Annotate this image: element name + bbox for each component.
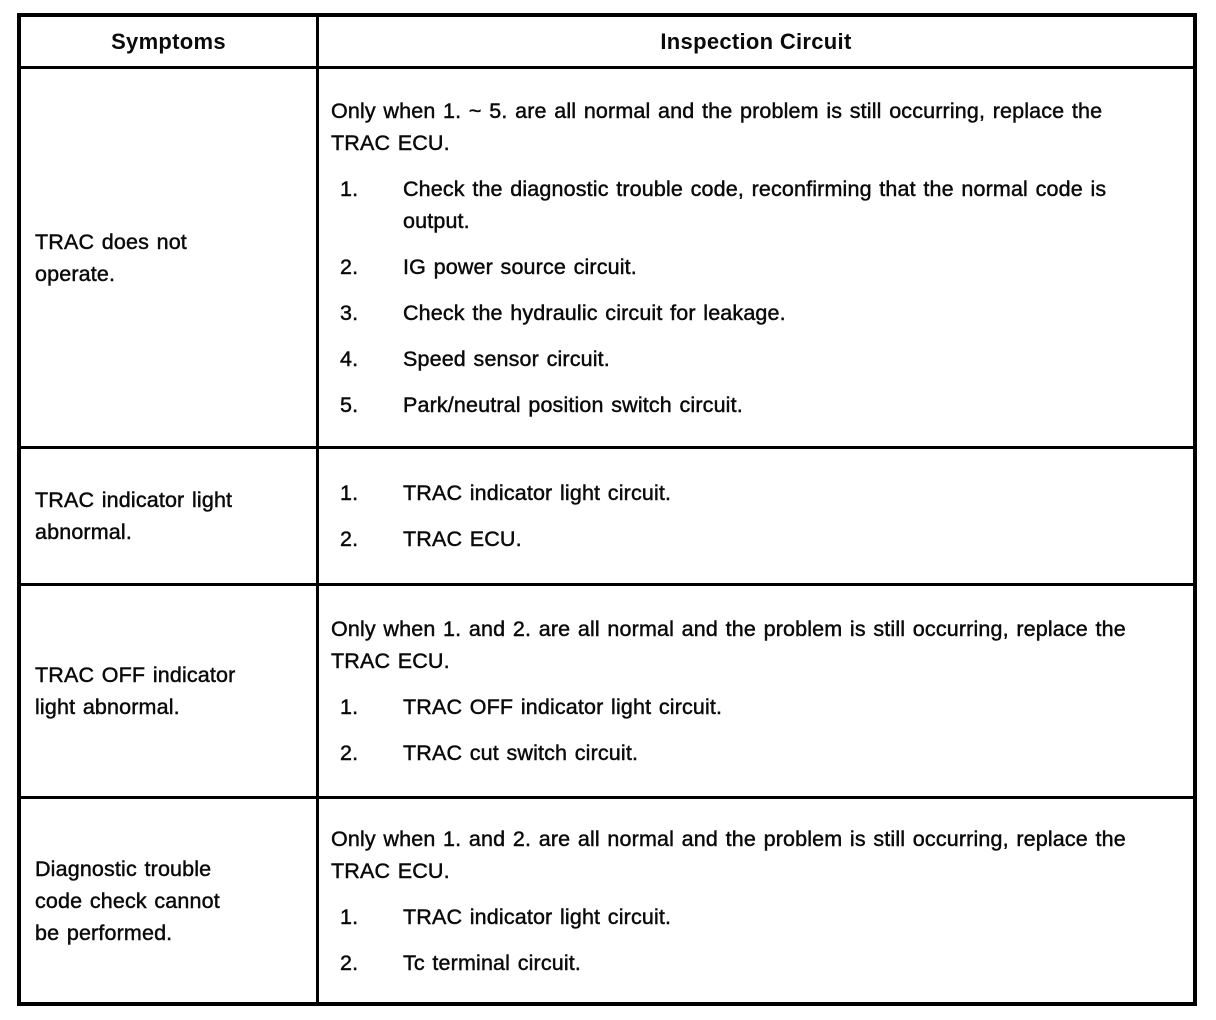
inspection-item [331, 947, 1152, 979]
inspection-cell [319, 586, 1193, 796]
symptom-line: TRAC does not [35, 229, 187, 254]
item-text: TRAC OFF indicator light circuit. [403, 695, 723, 719]
inspection-intro: Only when 1. and 2. are all normal and the problem is still occurring, replace the TRAC ECU. [331, 617, 1126, 673]
item-number: 3. [340, 300, 359, 325]
inspection-item [331, 173, 1152, 237]
symptom-line: code check cannot [35, 888, 220, 913]
inspection-intro: Only when 1. ~ 5. are all normal and the problem is still occurring, replace the TRAC ECU. [331, 98, 1103, 155]
table-header-row [21, 17, 1193, 69]
item-number: 2. [340, 950, 359, 975]
item-text: Park/neutral position switch circuit. [403, 392, 743, 417]
item-number: 2. [340, 741, 359, 765]
symptom-line: TRAC OFF indicator [35, 663, 236, 687]
item-text: TRAC indicator light circuit. [403, 481, 672, 505]
inspection-intro: Only when 1. and 2. are all normal and the problem is still occurring, replace the TRAC ECU. [331, 826, 1126, 883]
item-text: Speed sensor circuit. [403, 346, 610, 371]
symptom-line: light abnormal. [35, 695, 180, 719]
inspection-item [331, 523, 1152, 555]
item-number: 1. [340, 695, 359, 719]
item-number: 5. [340, 392, 359, 417]
item-text: Tc terminal circuit. [403, 950, 582, 975]
symptom-text [35, 484, 296, 548]
symptom-cell [21, 449, 319, 583]
symptom-line: TRAC indicator light [35, 488, 233, 512]
inspection-items [331, 159, 1152, 421]
table-row [21, 583, 1193, 796]
inspection-items [331, 477, 1152, 555]
column-header-symptoms: Symptoms [21, 17, 319, 66]
symptom-text [35, 853, 296, 949]
symptom-cell [21, 799, 319, 1002]
inspection-item [331, 901, 1152, 933]
item-text: TRAC cut switch circuit. [403, 741, 639, 765]
table-row [21, 69, 1193, 446]
column-header-inspection-circuit: Inspection Circuit [660, 28, 852, 54]
item-text: Check the hydraulic circuit for leakage. [403, 300, 786, 325]
item-number: 1. [340, 481, 359, 505]
inspection-item [331, 691, 1152, 723]
inspection-item [331, 737, 1152, 769]
table-row [21, 796, 1193, 1002]
item-text: TRAC ECU. [403, 527, 522, 551]
item-number: 4. [340, 346, 359, 371]
inspection-items [331, 887, 1152, 979]
item-text: IG power source circuit. [403, 254, 637, 279]
symptom-line: operate. [35, 261, 116, 286]
symptom-line: Diagnostic trouble [35, 856, 212, 881]
table-body [21, 69, 1193, 1002]
inspection-cell [319, 799, 1193, 1002]
table-row [21, 446, 1193, 583]
symptom-text [35, 659, 296, 723]
inspection-item [331, 343, 1152, 375]
item-number: 1. [340, 904, 359, 929]
inspection-items [331, 677, 1152, 769]
inspection-item [331, 297, 1152, 329]
symptom-line: abnormal. [35, 520, 132, 544]
item-text: Check the diagnostic trouble code, reconfirming that the normal code is output. [403, 176, 1107, 233]
troubleshooting-table [17, 13, 1197, 1006]
item-number: 2. [340, 527, 359, 551]
inspection-cell [319, 449, 1193, 583]
symptom-cell [21, 586, 319, 796]
symptom-line: be performed. [35, 920, 173, 945]
item-text: TRAC indicator light circuit. [403, 904, 672, 929]
inspection-cell [319, 69, 1193, 446]
symptom-text [35, 226, 296, 290]
inspection-item [331, 477, 1152, 509]
symptom-cell [21, 69, 319, 446]
inspection-item [331, 251, 1152, 283]
item-number: 2. [340, 254, 359, 279]
item-number: 1. [340, 176, 359, 201]
inspection-item [331, 389, 1152, 421]
